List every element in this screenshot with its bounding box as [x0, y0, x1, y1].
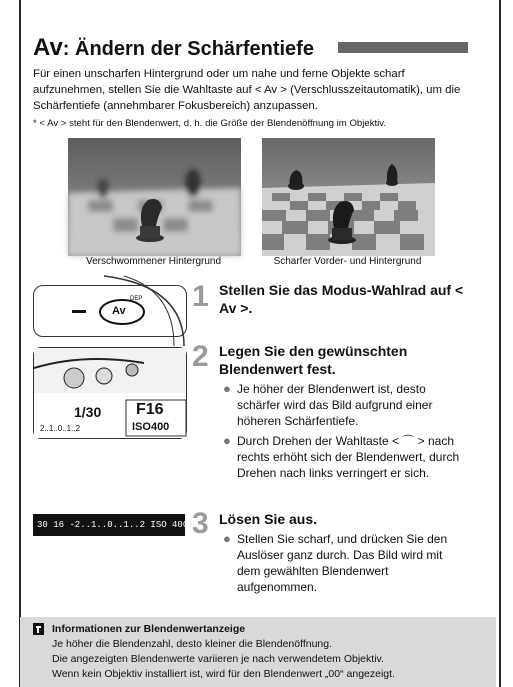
note-icon [33, 622, 44, 634]
caption-blurred: Verschwommener Hintergrund [85, 256, 222, 267]
info-title: Informationen zur Blendenwertanzeige [52, 623, 246, 635]
lcd-panel-illustration [33, 347, 187, 439]
photo-sharp-background [262, 138, 435, 256]
step-2-bullet-2 [223, 433, 467, 481]
footnote: * < Av > steht für den Blendenwert, d. h. die Größe der Blendenöffnung im Objektiv. [33, 118, 387, 129]
dial-dep-text: DEP [130, 296, 143, 302]
info-line: Wenn kein Objektiv installiert ist, wird für den Blendenwert „00“ angezeigt. [52, 668, 395, 680]
info-line: Je höher die Blendenzahl, desto kleiner die Blendenöffnung. [52, 638, 333, 650]
step-1-number: 1 [192, 280, 209, 313]
lcd-shutter: 1/30 [74, 404, 102, 420]
step-2-number: 2 [192, 340, 209, 373]
mode-label: Av [33, 34, 63, 61]
lcd-aperture: F16 [136, 401, 164, 418]
bullet-icon: ● [223, 433, 231, 448]
dial-av-label: Av [112, 305, 126, 317]
lcd-scale: 2..1..0..1..2 [40, 424, 81, 433]
bullet-text: Je höher der Blendenwert ist, desto schärfer wird das Bild aufgrund einer höheren Schärfentiefe. [237, 382, 433, 428]
bullet-icon: ● [223, 531, 231, 546]
lcd-iso: ISO400 [132, 421, 170, 433]
title-bar [338, 42, 468, 53]
caption-sharp: Scharfer Vorder- und Hintergrund [273, 256, 422, 267]
title-text: : Ändern der Schärfentiefe [62, 38, 314, 60]
step-2-title: Legen Sie den gewünschten Blendenwert fest. [219, 343, 408, 377]
mode-dial-illustration [33, 285, 187, 337]
page-title [33, 34, 314, 62]
step-3-bullet-1 [223, 531, 467, 595]
step-1-title: Stellen Sie das Modus-Wahlrad auf < Av >. [219, 282, 464, 316]
info-line: Die angezeigten Blendenwerte variieren je nach verwendetem Objektiv. [52, 653, 384, 665]
bullet-text: Stellen Sie scharf, und drücken Sie den Auslöser ganz durch. Das Bild wird mit dem gewählten Blendenwert aufgenommen. [237, 532, 448, 594]
bullet-icon: ● [223, 381, 231, 396]
photo-blurred-background [68, 138, 241, 256]
step-3-title: Lösen Sie aus. [219, 511, 318, 527]
step-2-bullet-1 [223, 381, 467, 429]
info-text [52, 637, 492, 682]
bullet-text: Durch Drehen der Wahltaste < ⌒ > nach rechts erhöht sich der Blendenwert, durch Drehen nach links verringert er sich. [237, 434, 460, 480]
step-3-number: 3 [192, 507, 209, 540]
viewfinder-display: 30 16 -2..1..0..1..2 ISO 400 9● [33, 514, 185, 536]
intro-paragraph: Für einen unscharfen Hintergrund oder um nahe und ferne Objekte scharf aufzunehmen, stellen Sie die Wahltaste auf < Av > (Verschlusszeitautomatik), um die Schärfentiefe (annehmbarer Fokusbereich) anzupassen. [33, 68, 461, 112]
